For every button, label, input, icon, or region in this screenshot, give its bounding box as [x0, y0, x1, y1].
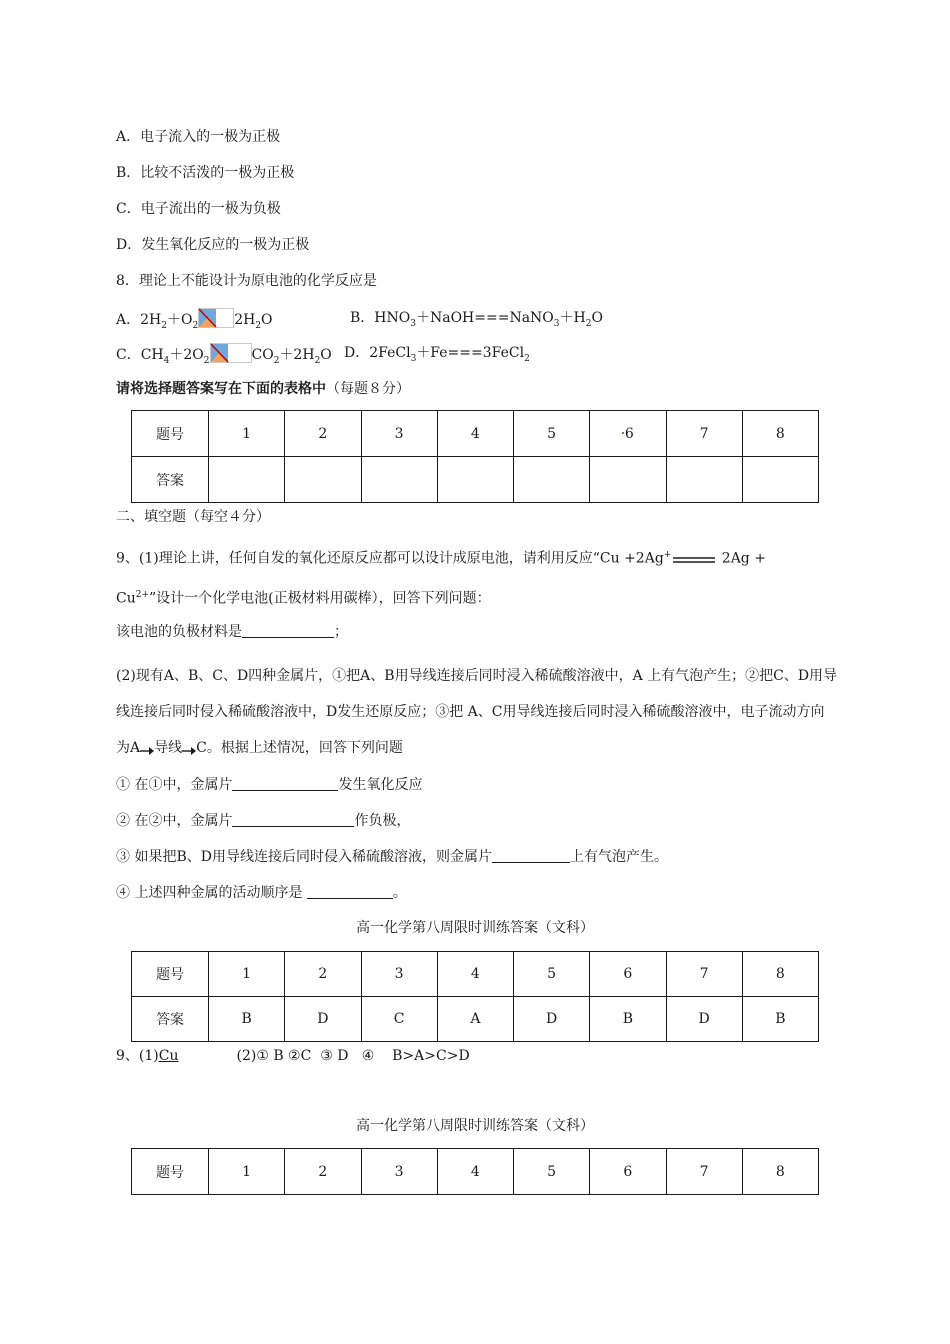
table-cell: C: [361, 997, 437, 1042]
table-cell: 8: [742, 1149, 818, 1195]
answer-cell[interactable]: [666, 457, 742, 503]
question-9-sub2: ② 在②中，金属片 作负极，: [116, 813, 411, 829]
table-cell: 5: [514, 952, 590, 997]
table-row: [132, 1149, 819, 1195]
answer-blank[interactable]: [492, 848, 570, 863]
answer-cell[interactable]: [209, 457, 285, 503]
table-cell: 7: [666, 952, 742, 997]
option-d-q7: D．发生氧化反应的一极为正极: [116, 237, 310, 253]
table-cell: 答案: [132, 997, 209, 1042]
broken-image-icon: [198, 308, 234, 334]
question-9-line3: 该电池的负极材料是 ；: [116, 624, 348, 640]
question-9-sub1: ① 在①中，金属片 发生氧化反应: [116, 777, 423, 793]
table-cell: 7: [666, 411, 742, 457]
table-row: [132, 411, 819, 457]
table-cell: 4: [437, 1149, 513, 1195]
answer-cell[interactable]: [285, 457, 361, 503]
table-cell: 1: [209, 1149, 285, 1195]
section-title: 二、填空题（每空４分）: [116, 509, 270, 525]
reaction-arrow-icon: [671, 553, 717, 573]
table-cell: B: [742, 997, 818, 1042]
option-c-q7: C．电子流出的一极为负极: [116, 201, 281, 217]
answer-cell[interactable]: [742, 457, 818, 503]
table-cell: 5: [514, 1149, 590, 1195]
table-cell: 1: [209, 411, 285, 457]
table-cell: 6: [590, 1149, 666, 1195]
answer-cell[interactable]: [514, 457, 590, 503]
table-cell: B: [590, 997, 666, 1042]
table-cell: A: [437, 997, 513, 1042]
table-cell: 3: [361, 411, 437, 457]
question-9-sub4: ④ 上述四种金属的活动顺序是 。: [116, 885, 407, 901]
arrow-right-icon: [140, 734, 154, 770]
answer-table: [131, 410, 819, 503]
question-8-stem: 8．理论上不能设计为原电池的化学反应是: [116, 273, 377, 289]
table-cell: 答案: [132, 457, 209, 503]
question-9-line2: $Cu^{2+}$”设计一个化学电池(正极材料用碳棒），回答下列问题：: [116, 590, 491, 607]
broken-image-icon: [210, 343, 252, 369]
table-cell: 7: [666, 1149, 742, 1195]
answer-blank[interactable]: [307, 884, 393, 899]
option-c-q8: C．$CH_4+2O_2$ $CO_2+2H_2O$: [116, 343, 332, 371]
table-cell: 2: [285, 411, 361, 457]
key-table-2: [131, 1148, 819, 1195]
key-title-2: 高一化学第八周限时训练答案（文科）: [356, 1118, 594, 1134]
table-cell: 6: [590, 952, 666, 997]
table-cell: 题号: [132, 411, 209, 457]
table-cell: 4: [437, 952, 513, 997]
answer-cell[interactable]: [590, 457, 666, 503]
table-cell: B: [209, 997, 285, 1042]
answer-cell[interactable]: [437, 457, 513, 503]
question-9-part2: (2)现有A、B、C、D四种金属片，①把A、B用导线连接后同时浸入稀硫酸溶液中，A 上有气泡产生；②把C、D用导线连接后同时侵入稀硫酸溶液中，D发生还原反应；③把 A、C用导线连接后同时浸入稀硫酸溶液中，电子流动方向为A 导线 C。根据上述情况，回答下列问题: [116, 658, 838, 770]
question-9-sub3: ③ 如果把B、D用导线连接后同时侵入稀硫酸溶液，则金属片 上有气泡产生。: [116, 849, 668, 865]
option-b-q7: B．比较不活泼的一极为正极: [116, 165, 295, 181]
table-cell: 6: [590, 411, 666, 457]
key-title: 高一化学第八周限时训练答案（文科）: [356, 920, 594, 936]
table-cell: 8: [742, 411, 818, 457]
table-cell: 4: [437, 411, 513, 457]
table-cell: 1: [209, 952, 285, 997]
table-cell: 3: [361, 952, 437, 997]
answer-instruction: 请将选择题答案写在下面的表格中（每题８分）: [116, 381, 410, 397]
table-cell: 3: [361, 1149, 437, 1195]
table-cell: 题号: [132, 952, 209, 997]
table-row: [132, 997, 819, 1042]
answer-blank[interactable]: [232, 812, 354, 827]
table-cell: D: [285, 997, 361, 1042]
table-cell: 2: [285, 952, 361, 997]
option-d-q8: D．2FeCl$_3$＋Fe===3FeCl$_2$: [344, 345, 530, 364]
table-cell: 5: [514, 411, 590, 457]
table-row: [132, 952, 819, 997]
table-cell: 8: [742, 952, 818, 997]
table-cell: 题号: [132, 1149, 209, 1195]
option-b-q8: B．$HNO_3+NaOH===NaNO_3+H_2O$: [350, 310, 603, 329]
table-row: [132, 457, 819, 503]
option-a-q7: A．电子流入的一极为正极: [116, 129, 281, 145]
stray-dot: [622, 432, 624, 434]
arrow-right-icon: [182, 734, 196, 770]
option-a-q8: A．$2H_2+O_2$ $2H_2O$: [116, 308, 273, 336]
table-cell: D: [514, 997, 590, 1042]
question-9-line1: 9、(1)理论上讲，任何自发的氧化还原反应都可以设计成原电池，请利用反应“Cu +2Ag+ 2Ag +: [116, 545, 766, 573]
answer-blank[interactable]: [242, 623, 334, 638]
key-table: [131, 951, 819, 1042]
answer-blank[interactable]: [232, 776, 338, 791]
table-cell: 2: [285, 1149, 361, 1195]
key-q9: 9、(1)Cu (2)① B ②C ③ D ④ B>A>C>D: [116, 1048, 470, 1064]
table-cell: D: [666, 997, 742, 1042]
answer-cell[interactable]: [361, 457, 437, 503]
